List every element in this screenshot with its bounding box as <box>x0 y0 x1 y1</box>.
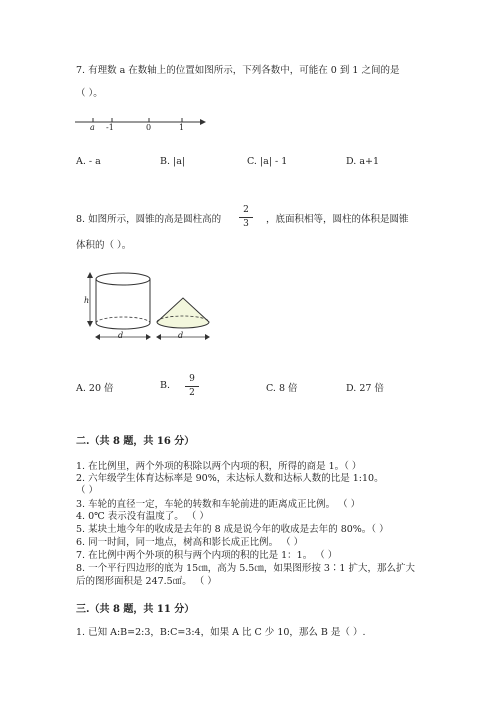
q8-option-a: A. 20 倍 <box>76 383 114 394</box>
axis-label-neg1: -1 <box>106 123 114 132</box>
s3-item-1: 1. 已知 A:B=2:3，B:C=3:4，如果 A 比 C 少 10，那么 B 是（ ）. <box>76 627 366 638</box>
q8-option-b-fraction <box>185 374 199 399</box>
q8-option-d: D. 27 倍 <box>346 383 384 394</box>
fraction-bar <box>185 386 199 387</box>
q8-option-b: B. <box>160 380 171 391</box>
q8-option-b-numerator: 9 <box>189 374 195 384</box>
q8-stem-line1-post: ，底面积相等，圆柱的体积是圆锥 <box>266 214 409 225</box>
q8-stem-line1-pre: 8. 如图所示，圆锥的高是圆柱高的 <box>76 214 222 225</box>
q8-stem-line2: 体积的（ ）。 <box>76 240 132 251</box>
q7-option-c: C. |a| - 1 <box>247 156 288 167</box>
s2-item-8-cont: 后的图形面积是 247.5㎠。 （ ） <box>76 576 217 587</box>
figure-label-h: h <box>84 296 90 305</box>
q7-option-b: B. |a| <box>160 156 186 167</box>
s2-item-2-blank: （ ） <box>76 485 99 496</box>
axis-label-0: 0 <box>146 123 152 132</box>
q7-option-a: A. - a <box>76 156 101 167</box>
q8-fraction-denominator: 3 <box>243 219 249 229</box>
q8-option-c: C. 8 倍 <box>266 383 298 394</box>
q7-stem-line2: （ ）。 <box>76 88 103 99</box>
s2-item-3: 3. 车轮的直径一定，车轮的转数和车轮前进的距离成正比例。 （ ） <box>76 499 361 510</box>
s2-item-7: 7. 在比例中两个外项的积与两个内项的积的比是 1：1。 （ ） <box>76 550 338 561</box>
q8-option-b-denominator: 2 <box>189 388 195 398</box>
section2-title: 二.（共 8 题，共 16 分） <box>76 436 195 447</box>
s2-item-1: 1. 在比例里，两个外项的积除以两个内项的积，所得的商是 1。（ ） <box>76 461 362 472</box>
s2-item-8: 8. 一个平行四边形的底为 15㎝，高为 5.5㎝，如果图形按 3∶1 扩大，那么扩大 <box>76 563 415 574</box>
figure-label-cylinder-d: d <box>118 331 124 340</box>
axis-label-1: 1 <box>179 123 185 132</box>
s2-item-6: 6. 同一时间，同一地点，树高和影长成正比例。 （ ） <box>76 537 304 548</box>
section3-title: 三.（共 8 题，共 11 分） <box>76 604 195 615</box>
fraction-bar <box>239 217 253 218</box>
figure-label-cone-d: d <box>178 331 184 340</box>
axis-label-a: a <box>90 123 95 132</box>
q8-fraction <box>239 205 253 230</box>
s2-item-2: 2. 六年级学生体育达标率是 90%，未达标人数和达标人数的比是 1:10。 <box>76 473 384 484</box>
cylinder-cone-figure <box>82 270 232 350</box>
s2-item-4: 4. 0℃ 表示没有温度了。 （ ） <box>76 511 209 522</box>
s2-item-5: 5. 某块土地今年的收成是去年的 8 成是说今年的收成是去年的 80%。（ ） <box>76 524 389 535</box>
q8-fraction-numerator: 2 <box>243 205 249 215</box>
q7-option-d: D. a+1 <box>346 156 379 167</box>
q7-stem-line1: 7. 有理数 a 在数轴上的位置如图所示，下列各数中，可能在 0 到 1 之间的是 <box>76 65 400 76</box>
number-line-figure <box>75 112 215 142</box>
